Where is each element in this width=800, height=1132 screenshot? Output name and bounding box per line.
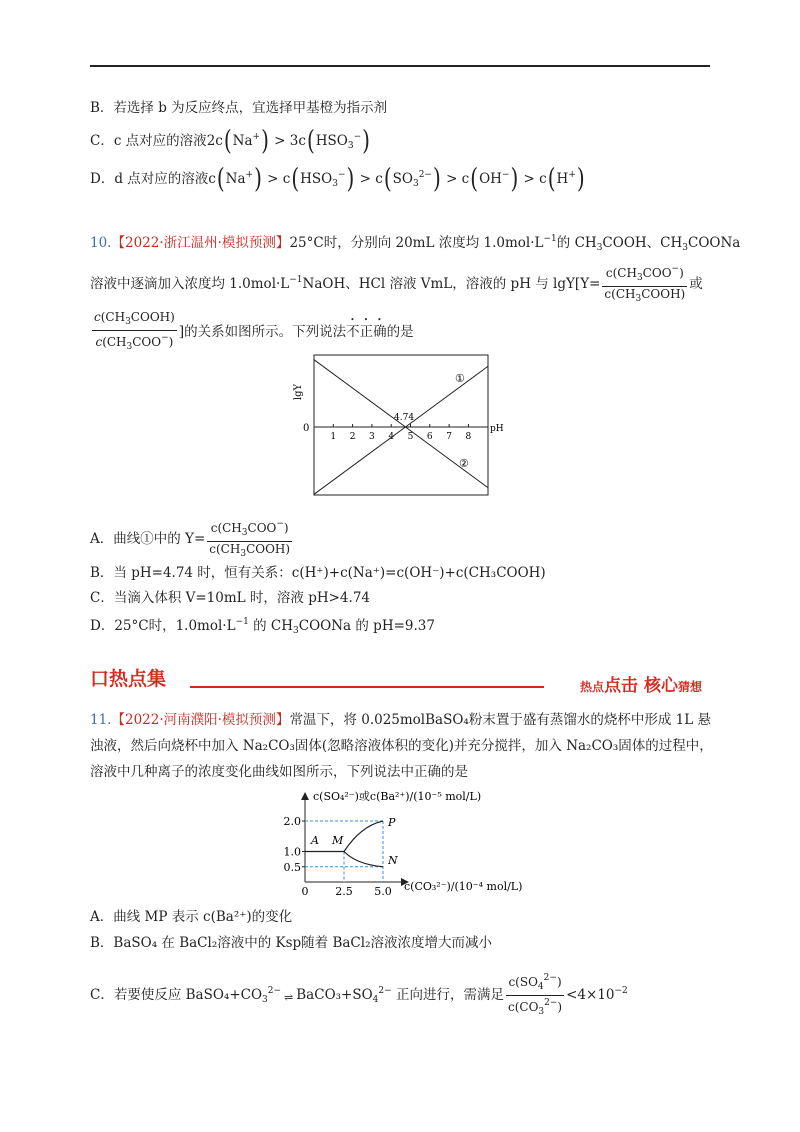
chart-q11-guides (305, 821, 383, 882)
point-a-label: A (311, 834, 319, 847)
chart-q10-origin: 0 (303, 423, 310, 434)
q10-stem-line3: $\frac{c(CH_3COOH)}{c(CH_3COO^-)}$ ]的关系如图所示。下列说法不正确的是 (90, 310, 414, 355)
q10-stem-line1: 10.【2022·浙江温州·模拟预测】25°C时，分别向 20mL 浓度均 $1.0mol\cdot L^{-1}$的 $CH_3COOH$、$CH_3COONa$ (90, 234, 741, 253)
hot-section-title: 口热点集 (90, 668, 167, 690)
y-tick-label: 1.0 (283, 845, 301, 859)
fraction-option-c: $\frac{c(SO_4^{2-})}{c(CO_3^{2-})}$ (507, 973, 563, 1017)
q11-source: 【2022·河南濮阳·模拟预测】 (111, 712, 290, 728)
point-p-label: P (388, 816, 396, 829)
fraction-y2: $\frac{c(CH_3COOH)}{c(CH_3COO^-)}$ (94, 310, 175, 352)
point-n-label: N (388, 854, 398, 867)
chart-q11-ticks (284, 815, 392, 898)
x-tick-label-4: 4 (388, 432, 395, 442)
q10-option-c: C．当滴入体积 V=10mL 时，溶液 pH>4.74 (90, 590, 370, 606)
fraction-option-a: $\frac{c(CH_3COO^-)}{c(CH_3COOH)}$ (209, 519, 291, 559)
q9-option-c: C．c 点对应的溶液$2c(Na^+) > 3c(HSO_3^-)$ (90, 123, 370, 157)
q10-source: 【2022·浙江温州·模拟预测】 (111, 235, 290, 251)
q10-option-b: B．当 pH=4.74 时，恒有关系：c(H⁺)+c(Na⁺)=c(OH⁻)+c(CH₃COOH) (90, 565, 546, 581)
hot-section-underline (190, 686, 544, 688)
x-tick-label-7: 7 (446, 432, 452, 442)
y-tick-label: 0.5 (283, 860, 301, 874)
q11-stem-line1: 11.【2022·河南濮阳·模拟预测】常温下，将 0.025molBaSO₄粉末置于盛有蒸馏水的烧杯中形成 1L 悬 (90, 712, 711, 728)
hot-section-tagline: 热点点击 核心猜想 (580, 676, 702, 696)
chart-q11-ylabel: c(SO₄²⁻)或c(Ba²⁺)/(10⁻⁵ mol/L) (313, 790, 482, 803)
q9-option-d: D．d 点对应的溶液$c(Na^+) > c(HSO_3^-) > c(SO_3^{2-}) > c(OH^-) > c(H^+)$ (90, 161, 585, 195)
x-tick-label-5: 5 (407, 432, 414, 442)
curve-2 (314, 360, 488, 488)
q10-option-a: A．曲线①中的 Y= $\frac{c(CH_3COO^-)}{c(CH_3COOH)}$ (90, 517, 294, 562)
equilibrium-arrow: ⇌ (284, 991, 294, 1004)
q11-option-a: A．曲线 MP 表示 c(Ba²⁺)的变化 (90, 909, 293, 925)
point-m-label: M (332, 834, 344, 847)
chart-q11-curves (305, 821, 383, 867)
emphasis-not-correct: 不正确 (346, 324, 387, 340)
curve-1 (314, 367, 488, 495)
curve-mn (344, 852, 383, 867)
top-rule (90, 65, 710, 67)
q11-option-c: C．若要使反应 $BaSO_4+CO_3^{2-}$ ⇌ $BaCO_3+SO_4^{2-}$ 正向进行，需满足 $\frac{c(SO_4^{2-})}{c(CO_3^{2-})}$ $<4\times 10^{-2}$ (90, 971, 628, 1020)
q10-option-d: D．25°C时，$1.0mol\cdot L^{-1}$ 的 $CH_3COONa$ 的 pH=9.37 (90, 617, 435, 636)
x-tick-label-8: 8 (465, 432, 472, 442)
chart-q10-frame (314, 355, 488, 495)
curve-2-label: ② (459, 457, 469, 470)
fraction-y1: $\frac{c(CH_3COO^-)}{c(CH_3COOH)}$ (604, 264, 686, 304)
curve-1-label: ① (455, 372, 465, 385)
chart-q10-intersect-label: 4.74 (394, 413, 415, 423)
x-tick-label: 0 (301, 885, 309, 898)
chart-q10-ticks (330, 424, 471, 442)
chart-q10-ylabel: lgY (293, 383, 304, 401)
q11-option-b: B．BaSO₄ 在 BaCl₂溶液中的 Ksp随着 BaCl₂溶液浓度增大而减小 (90, 935, 492, 951)
q9-option-c-prefix: C．c 点对应的溶液 (90, 133, 207, 149)
q10-stem-line2: 溶液中逐滴加入浓度均 $1.0mol\cdot L^{-1}NaOH$、HCl 溶液 VmL，溶液的 pH 与 lgY[Y= $\frac{c(CH_3COO^-)}{c(CH_3COOH)}$ 或 (90, 262, 703, 307)
q9-option-b: B．若选择 b 为反应终点，宜选择甲基橙为指示剂 (90, 100, 388, 116)
x-tick-label: 2.5 (335, 885, 353, 898)
curve-mp (344, 821, 383, 852)
chart-q10-xlabel: pH (490, 424, 504, 434)
q11-stem-line3: 溶液中几种离子的浓度变化曲线如图所示，下列说法中正确的是 (90, 764, 468, 780)
x-tick-label-1: 1 (330, 432, 337, 442)
q9-option-d-prefix: D．d 点对应的溶液 (90, 171, 209, 187)
chart-q10-lines (314, 360, 488, 495)
y-tick-label: 2.0 (283, 815, 301, 828)
x-tick-label: 5.0 (374, 885, 392, 898)
x-tick-label-6: 6 (426, 432, 433, 442)
q11-stem-line2: 浊液，然后向烧杯中加入 Na₂CO₃固体(忽略溶液体积的变化)并充分搅拌，加入 Na₂CO₃固体的过程中， (90, 738, 713, 754)
q11-number: 11. (90, 712, 112, 728)
q10-number: 10. (90, 235, 112, 251)
x-tick-label-2: 2 (349, 432, 356, 442)
x-tick-label-3: 3 (369, 432, 375, 442)
chart-q11-xlabel: c(CO₃²⁻)/(10⁻⁴ mol/L) (404, 880, 523, 893)
